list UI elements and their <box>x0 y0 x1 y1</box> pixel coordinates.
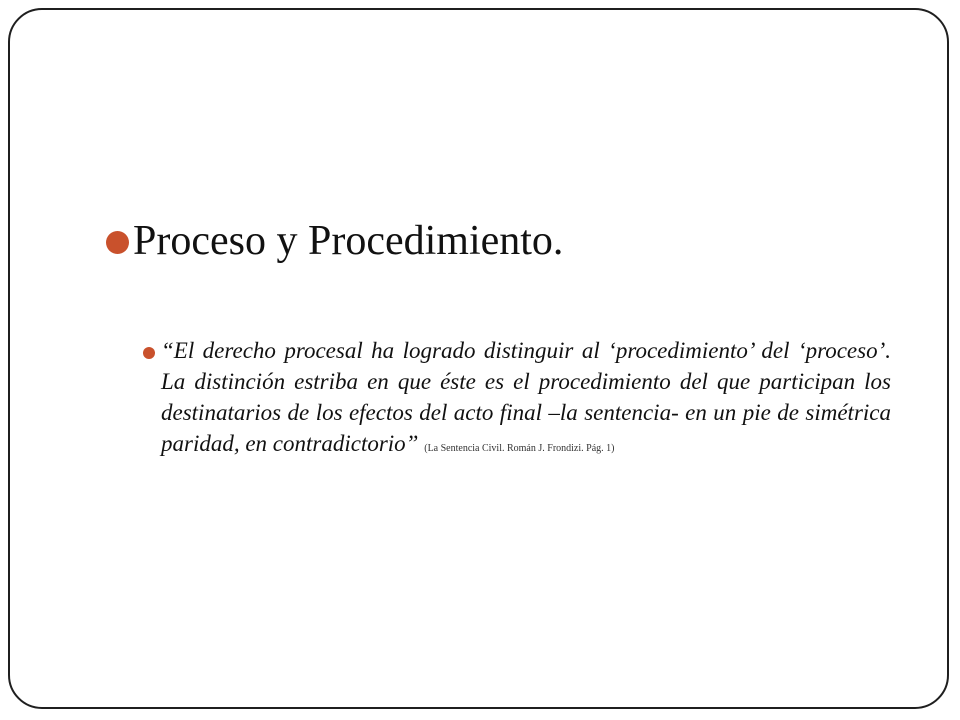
citation-text: (La Sentencia Civil. Román J. Frondizi. Pág. 1) <box>424 443 615 454</box>
title-row <box>106 212 886 276</box>
body-bullet-row <box>143 335 913 459</box>
bullet-dot-icon <box>143 347 155 359</box>
quote-text: “El derecho procesal ha logrado distinguir al ‘procedimiento’ del ‘proceso’. La distinción estriba en que éste es el procedimiento del que participan los destinatarios de los efectos del acto final –la sentencia- en un pie de simétrica paridad, en contradictorio” <box>161 338 891 456</box>
quote-paragraph <box>161 335 891 459</box>
bullet-dot-icon <box>106 231 129 254</box>
slide-title: Proceso y Procedimiento. <box>133 218 564 264</box>
